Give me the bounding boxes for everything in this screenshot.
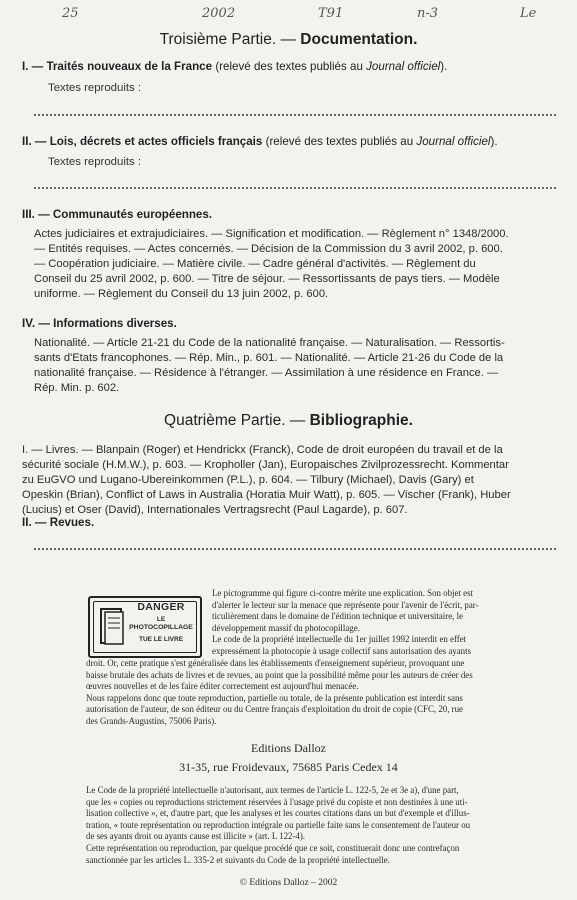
danger-word: DANGER <box>137 601 185 613</box>
section-lois: II. — Lois, décrets et actes officiels français (relevé des textes publiés au Journal officiel). <box>22 135 498 148</box>
text-line: sants d'Etats francophones. — Rép. Min., p. 601. — Nationalité. — Article 21-26 du Code de la <box>34 352 504 365</box>
text-line: ticulièrement dans le domaine de l'édition technique et universitaire, le <box>212 611 463 622</box>
livres-paragraph <box>22 443 558 518</box>
danger-line-1: LE <box>156 616 166 623</box>
dotted-line-3 <box>34 538 556 550</box>
text-line: Rép. Min. p. 602. <box>34 382 120 395</box>
text-line: Actes judiciaires et extrajudiciaires. — Signification et modification. — Règlement n° 1348/2000. <box>34 228 509 240</box>
text-line: d'alerter le lecteur sur la menace que représente pour l'avenir de l'écrit, par- <box>212 599 479 610</box>
text-line: sanctionnée par les articles L. 335-2 et suivants du Code de la propriété intellectuelle. <box>86 854 390 865</box>
communautes-paragraph <box>34 227 556 302</box>
code-notice <box>86 785 560 866</box>
handwritten-note-3: T91 <box>318 6 344 21</box>
danger-line-2: PHOTOCOPILLAGE <box>129 624 193 631</box>
text-line: Cette représentation ou reproduction, par quelque procédé que ce soit, constituerait donc une contrefaçon <box>86 842 460 853</box>
text-line: que les « copies ou reproductions strictement réservées à l'usage privé du copiste et non destinées à une uti- <box>86 796 468 807</box>
publisher-address: 31-35, rue Froidevaux, 75685 Paris Cedex 14 <box>179 760 398 774</box>
danger-photocopillage-logo <box>88 596 202 658</box>
text-line: autorisation de l'auteur, de son éditeur ou du Centre français d'exploitation du droit de copie (CFC, 20, rue <box>86 704 463 715</box>
text-line: Le code de la propriété intellectuelle du 1er juillet 1992 interdit en effet <box>212 634 467 645</box>
section-communautes: III. — Communautés européennes. <box>22 208 213 221</box>
text-line: droit. Or, cette pratique s'est généralisée dans les établissements d'enseignement supérieur, provoquant une <box>86 658 465 668</box>
text-line: nationalité française. — Résidence à l'étranger. — Assimilation à une résidence en France. — <box>34 367 499 380</box>
part4-title: Quatrième Partie. — Bibliographie. <box>164 412 413 429</box>
section-traites: I. — Traités nouveaux de la France (relevé des textes publiés au Journal officiel). <box>22 60 448 73</box>
text-line: développement massif du photocopillage. <box>212 622 360 633</box>
text-line: uniforme. — Règlement du Conseil du 13 juin 2002, p. 600. <box>34 288 329 301</box>
text-line: Nationalité. — Article 21-21 du Code de la nationalité française. — Naturalisation. — Ressortis- <box>34 337 505 349</box>
handwritten-note-1: 25 <box>62 6 79 21</box>
handwritten-note-5: Le <box>520 6 537 21</box>
photocopillage-notice-cont <box>86 658 560 728</box>
dotted-line-2 <box>34 177 556 189</box>
text-line: — Entités requises. — Actes concernés. — Décision de la Commission du 3 avril 2002, p. 600. <box>34 243 503 256</box>
informations-paragraph <box>34 336 556 396</box>
book-icon <box>98 606 128 648</box>
text-line: lisation collective », et, d'autre part, que les analyses et les courtes citations dans un but d'exemple et d'illus- <box>86 808 470 819</box>
copyright: © Editions Dalloz – 2002 <box>239 878 338 888</box>
text-line: des Grands-Augustins, 75006 Paris). <box>86 715 217 726</box>
publisher-name: Editions Dalloz <box>251 741 326 755</box>
text-line: Le pictogramme qui figure ci-contre mérite une explication. Son objet est <box>212 588 473 598</box>
text-line: I. — Livres. — Blanpain (Roger) et Hendrickx (Franck), Code de droit européen du travail et de la <box>22 444 503 456</box>
text-line: (Lucius) et Oser (David), Internationales Vertragsrecht (Paul Lagarde), p. 607. <box>22 504 408 517</box>
danger-line-3: TUE LE LIVRE <box>138 636 184 643</box>
text-line: baisse brutale des achats de livres et de revues, au point que la possibilité même pour les auteurs de créer des <box>86 669 473 680</box>
text-line: sécurité sociale (H.M.W.), p. 603. — Kropholler (Jan), Europaisches Zivilprozessrecht. Kommentar <box>22 459 509 472</box>
handwritten-note-4: n-3 <box>417 6 439 21</box>
section-revues: II. — Revues. <box>22 516 95 529</box>
dotted-line-1 <box>34 104 556 116</box>
text-line: Le Code de la propriété intellectuelle n'autorisant, aux termes de l'article L. 122-5, 2e et 3e a), d'une part, <box>86 785 459 795</box>
text-line: Nous rappelons donc que toute reproduction, partielle ou totale, de la présente publication est interdit sans <box>86 692 463 703</box>
text-line: tration, « toute représentation ou reproduction intégrale ou partielle faite sans le consentement de l'auteur ou <box>86 819 471 830</box>
text-line: expressément la photocopie à usage collectif sans autorisation des ayants <box>212 645 472 656</box>
handwritten-note-2: 2002 <box>202 6 236 21</box>
text-line: zu EuGVO und Lugano-Ubereinkommen (P.L.), p. 604. — Tilbury (Michael), Davis (Gary) et <box>22 474 474 487</box>
textes-reproduits-1: Textes reproduits : <box>48 82 142 94</box>
textes-reproduits-2: Textes reproduits : <box>48 156 142 168</box>
part3-title: Troisième Partie. — Documentation. <box>159 31 418 48</box>
photocopillage-notice <box>212 588 560 658</box>
text-line: de ses ayants droit ou ayants cause est illicite » (art. L 122-4). <box>86 831 306 842</box>
section-informations: IV. — Informations diverses. <box>22 317 177 330</box>
text-line: Opeskin (Brian), Conflict of Laws in Australia (Horatia Muir Watt), p. 605. — Vischer (Frank), Huber <box>22 489 511 502</box>
text-line: Conseil du 25 avril 2002, p. 600. — Titre de séjour. — Ressortissants de pays tiers. — Modèle <box>34 273 500 286</box>
text-line: œuvres nouvelles et de les faire éditer correctement est aujourd'hui menacée. <box>86 681 359 692</box>
text-line: — Coopération judiciaire. — Matière civile. — Cadre général d'activités. — Règlement du <box>34 258 476 271</box>
